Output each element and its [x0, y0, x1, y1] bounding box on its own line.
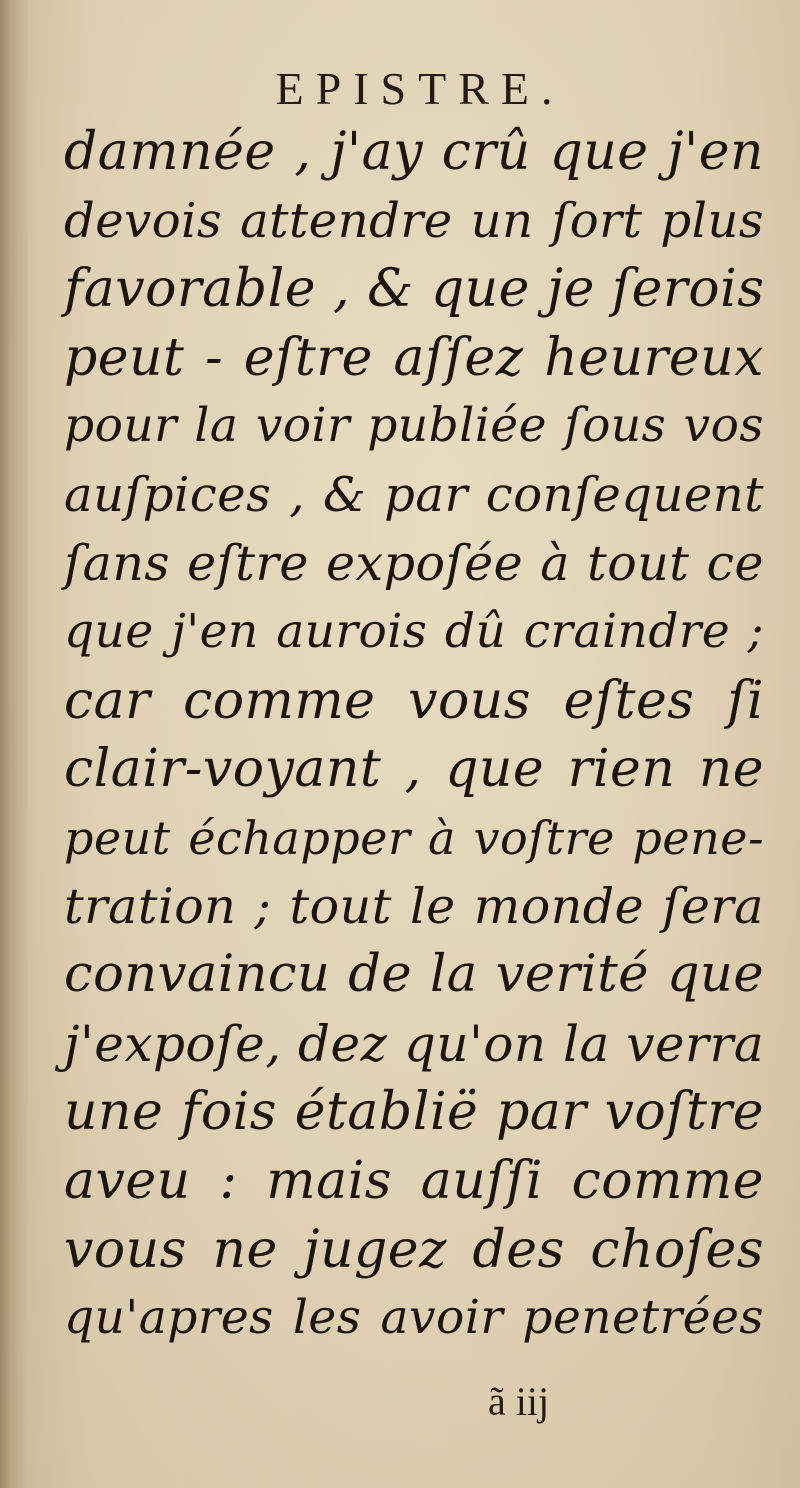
text-line: auſpices , & par conſequent — [64, 466, 764, 523]
text-line: peut - eſtre aſſez heureux — [64, 327, 764, 388]
text-line: que j'en aurois dû craindre ; — [64, 604, 764, 660]
text-line: une fois établië par voſtre — [64, 1082, 764, 1143]
text-line: damnée , j'ay crû que j'en — [64, 122, 764, 182]
body-text — [64, 118, 764, 1353]
text-line: devois attendre un ſort plus — [64, 192, 764, 249]
text-line: favorable , & que je ſerois — [64, 259, 765, 320]
page-gutter-shadow — [0, 0, 28, 1488]
text-line: clair-voyant , que rien ne — [64, 739, 764, 800]
text-line: aveu : mais auſſi comme — [64, 1150, 764, 1211]
text-line: qu'apres les avoir penetrées — [64, 1290, 764, 1346]
text-line: convaincu de la verité que — [64, 945, 764, 1005]
text-line: peut échapper à voſtre pene- — [64, 810, 764, 865]
text-line: vous ne jugez des choſes — [64, 1219, 764, 1280]
text-line: j'expoſe, dez qu'on la verra — [64, 1014, 765, 1073]
text-line: pour la voir publiée ſous vos — [64, 398, 764, 454]
running-head: EPISTRE. — [275, 63, 565, 114]
text-line: tration ; tout le monde ſera — [64, 877, 764, 935]
text-line: car comme vous eſtes ſi — [64, 670, 764, 731]
signature-mark: ã iij — [488, 1379, 550, 1424]
text-line: ſans eſtre expoſée à tout ce — [64, 534, 764, 592]
